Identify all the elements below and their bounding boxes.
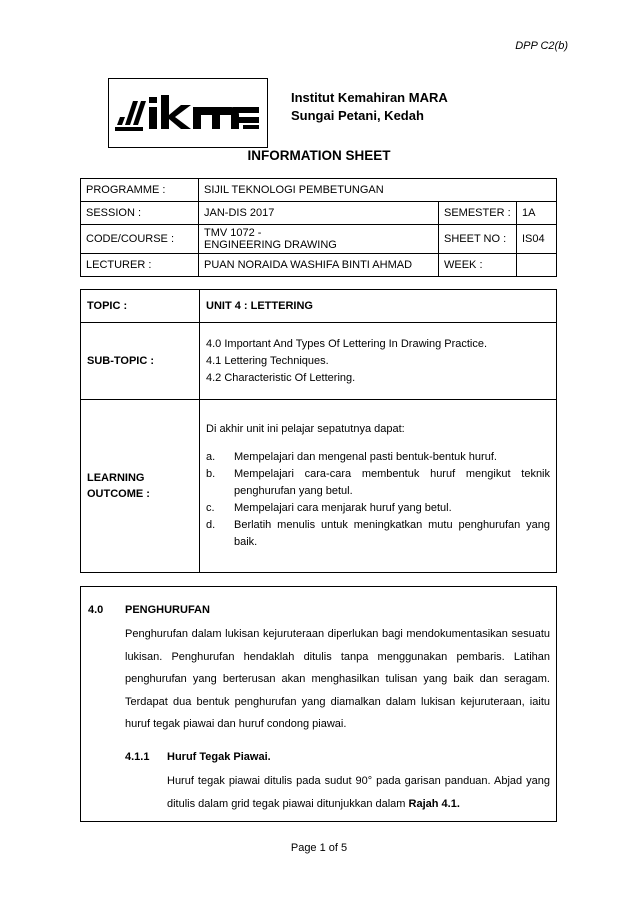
subtopic-item: 4.2 Characteristic Of Lettering. [206, 371, 356, 384]
programme-label-cell: PROGRAMME : [81, 179, 199, 202]
course-code: TMV 1072 - [204, 227, 262, 239]
sheetno-label-cell: SHEET NO : [439, 225, 517, 254]
subsection-text: Huruf tegak piawai ditulis pada sudut 90° pada garisan panduan. Abjad yang ditulis dalam grid tegak piawai ditunjukkan dalam [167, 775, 550, 810]
session-label: SESSION [86, 207, 135, 219]
content-section [80, 586, 557, 822]
section-heading: PENGHURUFAN [125, 604, 210, 616]
page-number: Page 1 of 5 [290, 842, 348, 854]
institution-line-2: Sungai Petani, Kedah [291, 108, 424, 123]
institution-line-1: Institut Kemahiran MARA [291, 90, 448, 105]
subtopic-list [200, 323, 557, 400]
outcome-label-line-2: OUTCOME : [87, 488, 150, 500]
lecturer-label-cell: LECTURER : [81, 254, 199, 277]
semester-label-cell: SEMESTER : [439, 202, 517, 225]
outcome-text: Mempelajari cara-cara membentuk huruf mengikut teknik penghurufan yang betul. [234, 468, 550, 497]
course-label: CODE/COURSE [86, 233, 168, 245]
lecturer-value: PUAN NORAIDA WASHIFA BINTI AHMAD [199, 254, 439, 277]
info-table [80, 178, 557, 277]
section-paragraph: Penghurufan dalam lukisan kejuruteraan diperlukan bagi mendokumentasikan sesuatu lukisan. Penghurufan hendaklah ditulis tanpa menggunakan pembaris. Latihan penghurufan yang berterusan akan menghasilkan tulisan yang baik dan seragam. Terdapat dua bentuk penghurufan yang diamalkan dalam lukisan kejuruteraan, iaitu huruf tegak piawai dan huruf condong piawai. [125, 628, 550, 730]
week-value [517, 254, 557, 277]
institution-name [291, 89, 448, 125]
semester-value: 1A [517, 202, 557, 225]
section-number: 4.0 [88, 604, 104, 616]
ikm-logo [108, 78, 268, 148]
session-value: JAN-DIS 2017 [199, 202, 439, 225]
outcome-text: Berlatih menulis untuk meningkatkan mutu penghurufan yang baik. [234, 519, 550, 548]
figure-reference: Rajah 4.1. [408, 797, 460, 810]
document-code: DPP C2(b) [515, 40, 568, 52]
outcome-letter: d. [206, 519, 216, 531]
outcome-letter: a. [206, 451, 216, 463]
outcome-text: Mempelajari dan mengenal pasti bentuk-bentuk huruf. [234, 451, 497, 463]
outcome-content [200, 400, 557, 573]
outcome-item [206, 449, 550, 466]
programme-value: SIJIL TEKNOLOGI PEMBETUNGAN [199, 179, 557, 202]
session-label-cell: SESSION : [81, 202, 199, 225]
outcome-item [206, 500, 550, 517]
course-value-cell [199, 225, 439, 254]
outcome-letter: c. [206, 502, 215, 514]
semester-label: SEMESTER [444, 207, 505, 219]
outcome-text: Mempelajari cara menjarak huruf yang betul. [234, 502, 452, 514]
topic-label: TOPIC : [81, 290, 200, 323]
ikm-logo-graphic [109, 79, 266, 146]
sheetno-value: IS04 [517, 225, 557, 254]
outcome-intro: Di akhir unit ini pelajar sepatutnya dapat: [206, 423, 405, 435]
outcome-item [206, 517, 550, 551]
topic-value: UNIT 4 : LETTERING [200, 290, 557, 323]
topic-table [80, 289, 557, 573]
outcome-label [81, 400, 200, 573]
programme-label: PROGRAMME [86, 184, 160, 196]
lecturer-label: LECTURER [86, 259, 146, 271]
subsection-heading: Huruf Tegak Piawai. [167, 751, 271, 763]
sheet-title: INFORMATION SHEET [247, 148, 391, 163]
subsection-number: 4.1.1 [125, 751, 150, 763]
outcome-letter: b. [206, 468, 216, 480]
week-label: WEEK [444, 259, 477, 271]
course-name: ENGINEERING DRAWING [204, 239, 337, 251]
subtopic-item: 4.0 Important And Types Of Lettering In Drawing Practice. [206, 337, 488, 350]
sheetno-label: SHEET NO [444, 233, 501, 245]
week-label-cell: WEEK : [439, 254, 517, 277]
subsection-paragraph [167, 770, 550, 815]
subtopic-item: 4.1 Lettering Techniques. [206, 354, 329, 367]
outcome-label-line-1: LEARNING [87, 472, 145, 484]
subtopic-label: SUB-TOPIC : [81, 323, 200, 400]
outcome-item [206, 466, 550, 500]
course-label-cell: CODE/COURSE : [81, 225, 199, 254]
